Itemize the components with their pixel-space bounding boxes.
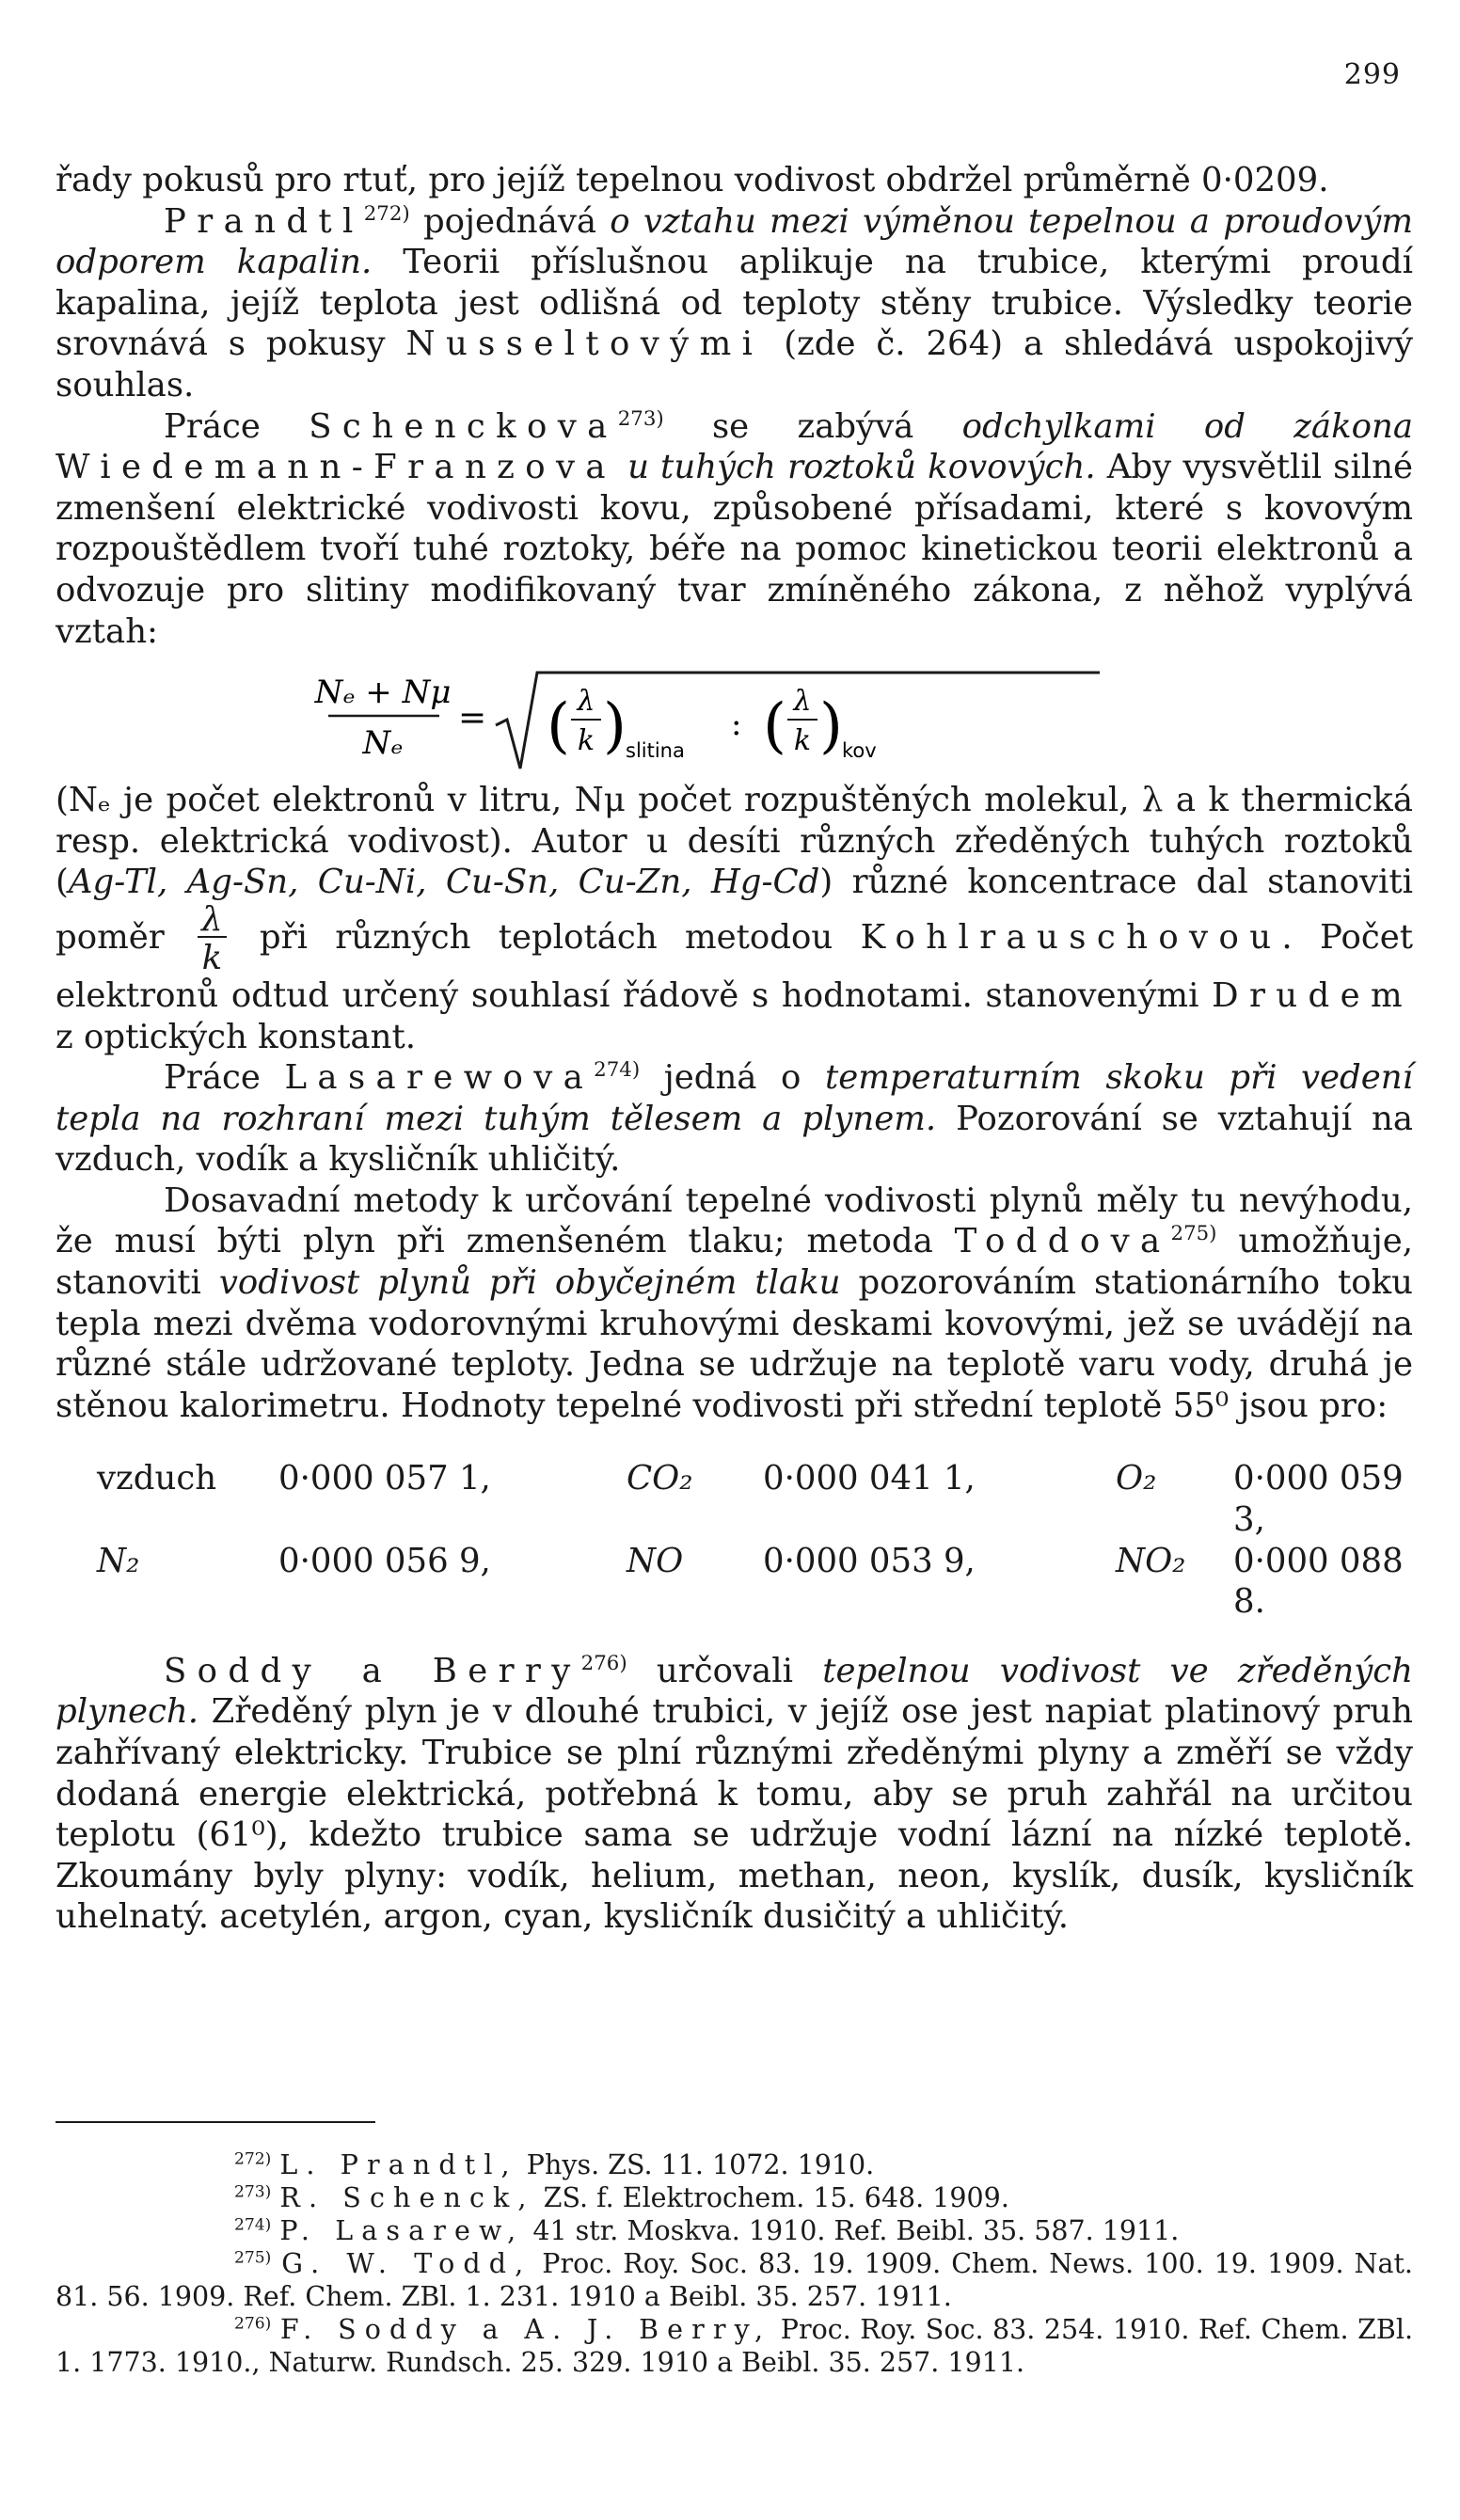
subscript-kov: kov bbox=[842, 739, 877, 763]
k-symbol: k bbox=[577, 724, 595, 758]
page-number: 299 bbox=[1343, 58, 1401, 91]
author-name: Lasarewova bbox=[284, 1058, 595, 1098]
fraction-denominator: Nₑ bbox=[362, 724, 404, 763]
gas-name: CO₂ bbox=[627, 1459, 693, 1498]
lambda-symbol: λ bbox=[793, 685, 812, 719]
gas-value: 0·000 088 8. bbox=[1233, 1541, 1404, 1622]
gas-value: 0·000 057 1, bbox=[278, 1459, 491, 1498]
paragraph-prandtl: Prandtl$^{272)}$ pojednává o vztahu mezi výměnou tepelnou a proudovým odporem kapalin. Teorii příslušnou aplikuje na trubice, kterými proudí kapalina, jejíž teplota jest odlišná od teploty stěny trubice. Výsledky teorie srovnává s pokusy Nusseltovými (zde č. 264) a shledává uspokojivý souhlas. bbox=[56, 201, 1414, 404]
paragraph-todd: Dosavadní metody k určování tepelné vodivosti plynů měly tu nevýhodu, že musí býti plyn při zmenšeném tlaku; metoda Toddova$^{275)}$ umožňuje, stanoviti vodivost plynů při obyčejném tlaku pozorováním stationárního toku tepla mezi dvěma vodorovnými kruhovými deskami kovovými, jež se uvádějí na různé stále udržované teploty. Jedna se udržuje na teplotě varu vody, druhá je stěnou kalorimetru. Hodnoty tepelné vodivosti při střední teplotě 55⁰ jsou pro: bbox=[56, 1181, 1413, 1425]
footnotes bbox=[56, 2148, 1413, 2379]
footnote-ref: 273) bbox=[617, 406, 664, 431]
gas-value: 0·000 041 1, bbox=[763, 1459, 976, 1498]
footnote-ref: 276) bbox=[580, 1651, 627, 1675]
topic-title: odchylkami od zákona bbox=[961, 406, 1413, 446]
k-symbol: k bbox=[793, 724, 812, 758]
left-paren-1: ( bbox=[547, 691, 570, 762]
gas-value: 0·000 059 3, bbox=[1233, 1459, 1404, 1540]
fraction-numerator: Nₑ + Nμ bbox=[314, 674, 452, 712]
paragraph-schenck: Práce Schenckova$^{273)}$ se zabývá odchylkami od zákona Wiedemann-Franzova u tuhých roztoků kovových. Aby vysvětlil silné zmenšení elektrické vodivosti kovu, způsobené přísadami, které s kovovým rozpouštědlem tvoří tuhé roztoky, béře na pomoc kinetickou teorii elektronů a odvozuje pro slitiny modifikovaný tvar zmíněného zákona, z něhož vyplývá vztah: bbox=[56, 406, 1413, 651]
gas-name: O₂ bbox=[1116, 1459, 1157, 1498]
gas-name: NO₂ bbox=[1116, 1541, 1186, 1580]
formula-graphic bbox=[56, 663, 1413, 774]
author-name: Soddy a Berry bbox=[164, 1651, 581, 1690]
author-name: Toddova bbox=[954, 1222, 1171, 1261]
author-name: Prandtl bbox=[164, 201, 364, 241]
topic-title: tepelnou vodivost ve zředěných plynech. bbox=[56, 1651, 1413, 1732]
topic-title: u tuhých roztoků kovových. bbox=[627, 448, 1096, 487]
person-name: Kohlrauschovou bbox=[860, 917, 1282, 957]
footnote: $^{272)}$ L. Prandtl, Phys. ZS. 11. 1072. 1910. bbox=[234, 2149, 875, 2180]
person-name: Drudem bbox=[1212, 975, 1413, 1015]
gas-name: N₂ bbox=[97, 1541, 140, 1580]
gas-name: NO bbox=[627, 1541, 684, 1580]
colon: : bbox=[731, 705, 742, 744]
author-name: Schenckova bbox=[309, 406, 618, 446]
topic-title: temperaturním skoku při vedení tepla na rozhraní mezi tuhým tělesem a plynem. bbox=[56, 1058, 1414, 1138]
footnote-ref: 275) bbox=[1170, 1222, 1217, 1246]
formula bbox=[56, 663, 1413, 774]
gas-conductivity-table bbox=[56, 1458, 1413, 1622]
person-name: Wiedemann-Franzova bbox=[56, 448, 616, 487]
footnote-divider bbox=[56, 2121, 375, 2123]
paragraph-continuation: řady pokusů pro rtuť, pro jejíž tepelnou vodivost obdržel průměrně 0·0209. bbox=[56, 161, 1329, 199]
footnote: $^{276)}$ F. Soddy a A. J. Berry, Proc. Roy. Soc. 83. 254. 1910. Ref. Chem. ZBl. 1. 1773. 1910., Naturw. Rundsch. 25. 329. 1910 a Beibl. 35. 257. 1911. bbox=[56, 2314, 1414, 2378]
gas-value: 0·000 053 9, bbox=[763, 1541, 976, 1580]
footnote: $^{273)}$ R. Schenck, ZS. f. Elektrochem. 15. 648. 1909. bbox=[234, 2182, 1009, 2213]
topic-title: vodivost plynů při obyčejném tlaku bbox=[218, 1263, 841, 1303]
person-name: Nusseltovými bbox=[405, 325, 764, 364]
footnote: $^{275)}$ G. W. Todd, Proc. Roy. Soc. 83. 19. 1909. Chem. News. 100. 19. 1909. Nat. 81. 56. 1909. Ref. Chem. ZBl. 1. 231. 1910 a Beibl. 35. 257. 1911. bbox=[56, 2248, 1413, 2312]
footnote-ref: 274) bbox=[594, 1058, 641, 1083]
main-text bbox=[56, 160, 1413, 1938]
table-row bbox=[56, 1458, 1413, 1540]
gas-name: vzduch bbox=[97, 1459, 217, 1498]
lambda-symbol: λ bbox=[577, 685, 595, 719]
right-paren-1: ) bbox=[603, 691, 627, 762]
paragraph-soddy-berry: Soddy a Berry$^{276)}$ určovali tepelnou vodivost ve zředěných plynech. Zředěný plyn je v dlouhé trubici, v jejíž ose jest napiat platinový pruh zahřívaný elektricky. Trubice se plní různými zředěnými plyny a změří se vždy dodaná energie elektrická, potřebná k tomu, aby se pruh zahřál na určitou teplotu (61⁰), kdežto trubice sama se udržuje vodní lázní na nízké teplotě. Zkoumány byly plyny: vodík, helium, methan, neon, kyslík, dusík, kysličník uhelnatý. acetylén, argon, cyan, kysličník dusičitý a uhličitý. bbox=[56, 1651, 1413, 1937]
subscript-slitina: slitina bbox=[626, 739, 685, 763]
paragraph-formula-explanation: (Nₑ je počet elektronů v litru, Nμ počet rozpuštěných molekul, λ a k thermická resp. elektrická vodivost). Autor u desíti různých zředěných tuhých roztoků (Ag-Tl, Ag-Sn, Cu-Ni, Cu-Sn, Cu-Zn, Hg-Cd) různé koncentrace dal stanoviti poměr $\frac{\lambda}{k}$ při různých teplotách metodou Kohlrauschovou. Počet elektronů odtud určený souhlasí řádově s hodnotami. stanovenými Drudem z optických konstant. bbox=[56, 781, 1413, 1056]
paragraph-lasarew: Práce Lasarewova$^{274)}$ jedná o temperaturním skoku při vedení tepla na rozhraní mezi tuhým tělesem a plynem. Pozorování se vztahují na vzduch, vodík a kysličník uhličitý. bbox=[56, 1058, 1414, 1180]
table-row bbox=[56, 1541, 1413, 1623]
right-paren-2: ) bbox=[819, 691, 843, 762]
gas-value: 0·000 056 9, bbox=[278, 1541, 491, 1580]
topic-title: o vztahu mezi výměnou tepelnou a proudovým odporem kapalin. bbox=[56, 201, 1414, 282]
alloy-list: Ag-Tl, Ag-Sn, Cu-Ni, Cu-Sn, Cu-Zn, Hg-Cd bbox=[68, 863, 820, 902]
footnote-ref: 272) bbox=[363, 201, 410, 226]
inline-fraction: $\frac{\lambda}{k}$ bbox=[198, 903, 227, 975]
equals-sign: = bbox=[458, 699, 487, 738]
left-paren-2: ( bbox=[763, 691, 786, 762]
footnote: $^{274)}$ P. Lasarew, 41 str. Moskva. 1910. Ref. Beibl. 35. 587. 1911. bbox=[234, 2215, 1180, 2246]
